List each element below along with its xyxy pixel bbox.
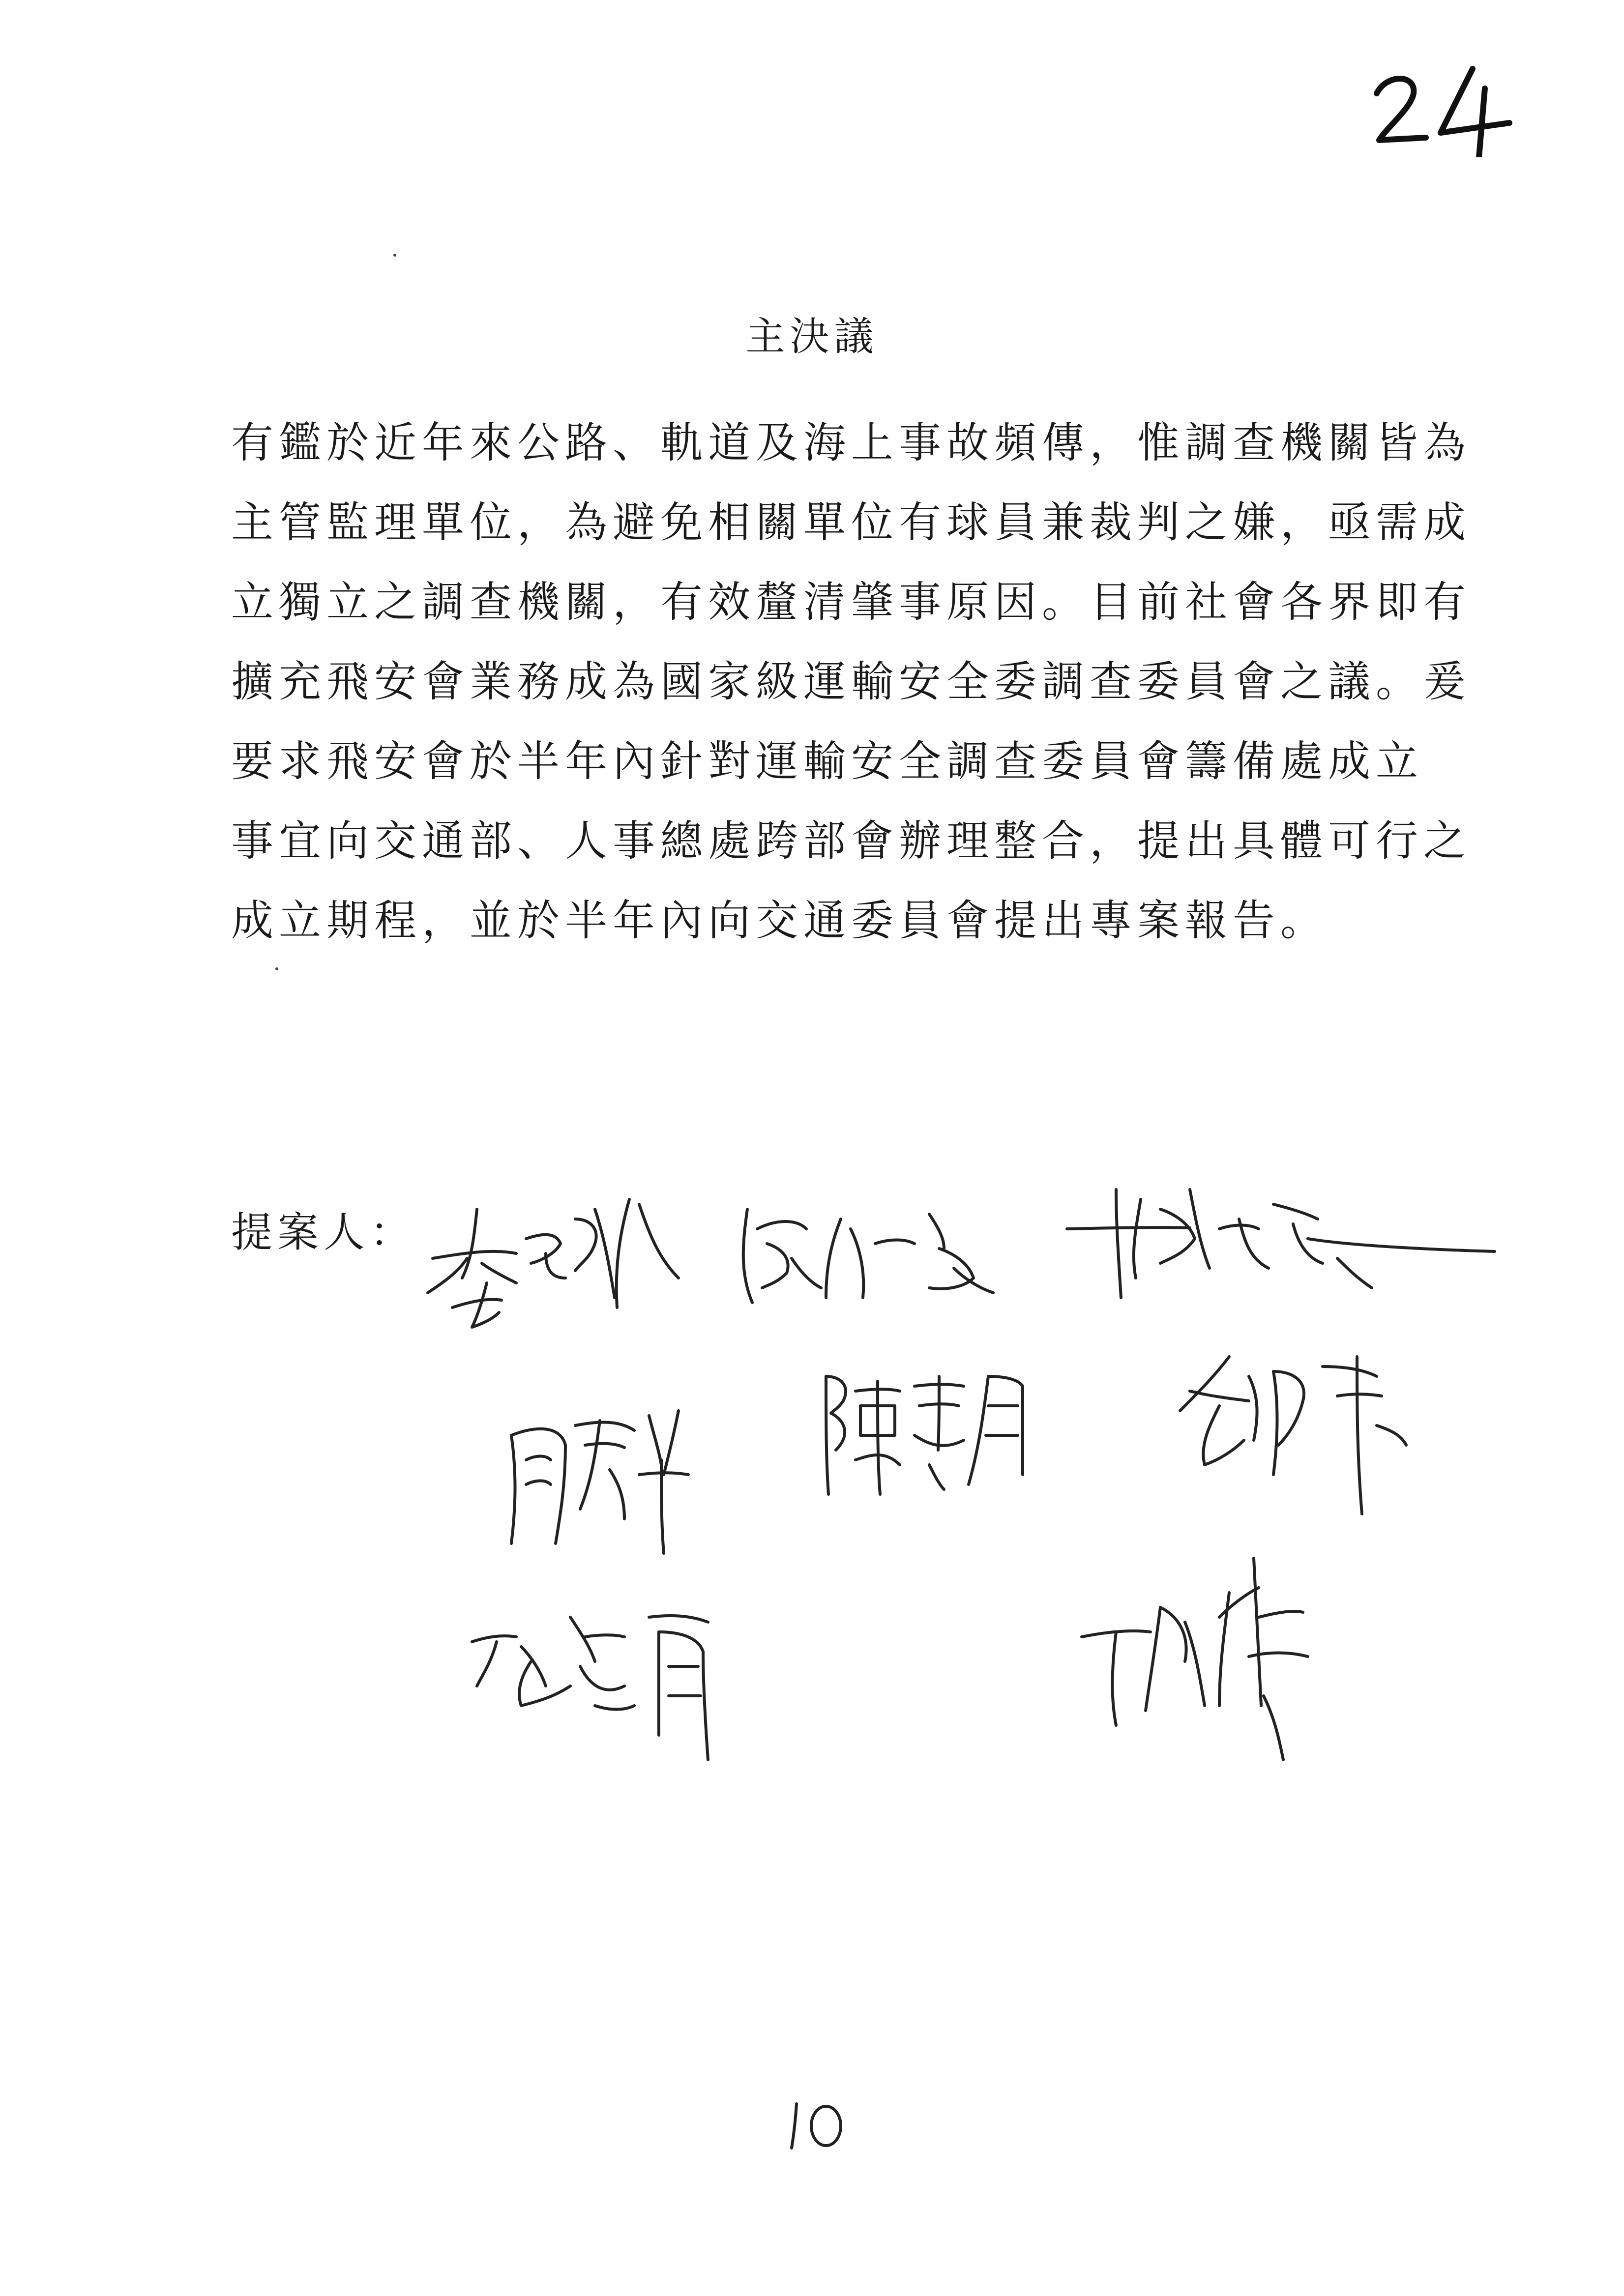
resolution-body [231, 403, 1471, 960]
handwritten-footer-page-number [782, 2094, 851, 2153]
page-number-drawing [1367, 59, 1514, 157]
signature-3 [1062, 1170, 1554, 1317]
body-line: 擴充飛安會業務成為國家級運輸安全委調查委員會之議。爰 [231, 657, 1471, 706]
footer-number-drawing [782, 2094, 851, 2153]
signature-7 [462, 1588, 738, 1765]
stray-mark [275, 967, 278, 970]
body-line: 主管監理單位，為避免相關單位有球員兼裁判之嫌，亟需成 [231, 498, 1471, 547]
body-line: 成立期程，並於半年內向交通委員會提出專案報告。 [231, 896, 1328, 945]
signature-1 [413, 1180, 688, 1342]
signature-8 [1072, 1548, 1347, 1765]
document-title: 主決議 [745, 314, 879, 359]
body-line: 有鑑於近年來公路、軌道及海上事故頻傳，惟調查機關皆為 [231, 418, 1471, 467]
signature-2-drawing [728, 1190, 1003, 1317]
signature-4 [492, 1386, 698, 1563]
signature-8-drawing [1072, 1548, 1347, 1765]
signature-5 [806, 1347, 1042, 1504]
signature-2 [728, 1190, 1003, 1317]
stray-mark [393, 254, 396, 257]
signature-area [384, 1131, 1564, 1770]
proposer-label: 提案人： [231, 1208, 416, 1256]
signature-6 [1160, 1327, 1416, 1524]
handwritten-page-number [1367, 59, 1514, 157]
signature-1-drawing [413, 1180, 688, 1342]
body-line: 立獨立之調查機關，有效釐清肇事原因。目前社會各界即有 [231, 578, 1471, 627]
signature-3-drawing [1062, 1170, 1554, 1317]
signature-5-drawing [806, 1347, 1042, 1504]
signature-7-drawing [462, 1588, 738, 1765]
signature-6-drawing [1160, 1327, 1416, 1524]
body-line: 要求飛安會於半年內針對運輸安全調查委員會籌備處成立 [231, 737, 1423, 786]
body-line: 事宜向交通部、人事總處跨部會辦理整合，提出具體可行之 [231, 816, 1471, 866]
signature-4-drawing [492, 1386, 698, 1563]
